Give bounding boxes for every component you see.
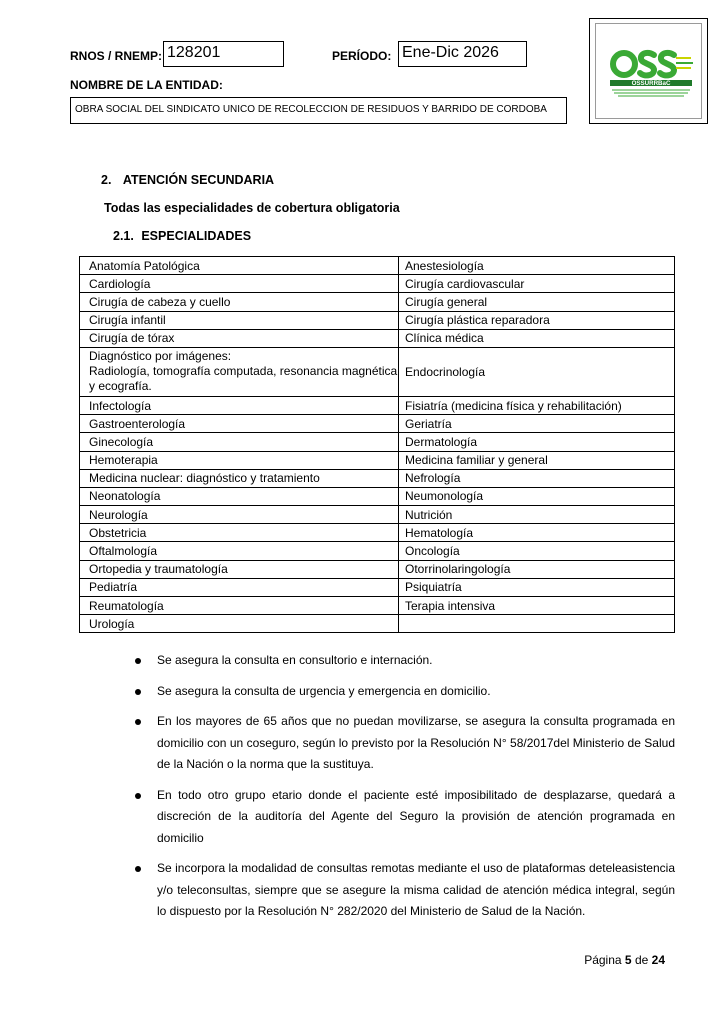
table-row bbox=[80, 433, 675, 451]
table-cell: Urología bbox=[80, 615, 399, 633]
bullet-text: En los mayores de 65 años que no puedan movilizarse, se asegura la consulta programada en domicilio con un coseguro, según lo previsto por la Resolución N° 58/2017del Ministerio de Salud de la Nación o la norma que la sustituya. bbox=[157, 714, 675, 771]
subsection-heading bbox=[113, 229, 251, 243]
table-cell: Neonatología bbox=[80, 487, 399, 505]
table-cell: Ginecología bbox=[80, 433, 399, 451]
table-row bbox=[80, 396, 675, 414]
bullet-list bbox=[132, 650, 675, 932]
table-cell: Hematología bbox=[399, 524, 675, 542]
table-row bbox=[80, 542, 675, 560]
subsection-number: 2.1. bbox=[113, 229, 134, 243]
table-cell: Cardiología bbox=[80, 275, 399, 293]
bullet-icon bbox=[135, 793, 141, 799]
table-cell: Dermatología bbox=[399, 433, 675, 451]
table-row bbox=[80, 293, 675, 311]
specialties-table bbox=[79, 256, 675, 633]
table-row bbox=[80, 347, 675, 396]
list-item bbox=[132, 681, 675, 703]
list-item bbox=[132, 650, 675, 672]
table-cell: Obstetricia bbox=[80, 524, 399, 542]
bullet-text: En todo otro grupo etario donde el paciente esté imposibilitado de desplazarse, quedará a discreción de la auditoría del Agente del Seguro la provisión de atención programada en domicilio bbox=[157, 787, 675, 845]
table-cell: Medicina nuclear: diagnóstico y tratamiento bbox=[80, 469, 399, 487]
table-row bbox=[80, 597, 675, 615]
bullet-icon bbox=[135, 866, 141, 872]
table-cell: Cirugía de tórax bbox=[80, 329, 399, 347]
rnos-value-field: 128201 bbox=[163, 41, 284, 67]
periodo-label: PERÍODO: bbox=[332, 49, 392, 63]
section-subtitle: Todas las especialidades de cobertura obligatoria bbox=[104, 201, 400, 215]
list-item bbox=[132, 711, 675, 776]
table-row bbox=[80, 560, 675, 578]
bullet-icon bbox=[135, 719, 141, 725]
table-cell: Endocrinología bbox=[399, 347, 675, 396]
entidad-value-field: OBRA SOCIAL DEL SINDICATO UNICO DE RECOLECCION DE RESIDUOS Y BARRIDO DE CORDOBA bbox=[70, 97, 567, 124]
diagnostico-heading: Diagnóstico por imágenes: bbox=[89, 349, 232, 364]
total-pages: 24 bbox=[651, 953, 665, 967]
table-cell: Neurología bbox=[80, 506, 399, 524]
page-number: 5 bbox=[624, 953, 632, 967]
subsection-title: ESPECIALIDADES bbox=[141, 229, 252, 243]
table-row bbox=[80, 487, 675, 505]
table-cell: Oftalmología bbox=[80, 542, 399, 560]
table-cell: Pediatría bbox=[80, 578, 399, 596]
rnos-label: RNOS / RNEMP: bbox=[70, 49, 163, 63]
section-number: 2. bbox=[101, 173, 112, 187]
table-cell: Hemoterapia bbox=[80, 451, 399, 469]
table-cell: Fisiatría (medicina física y rehabilitación) bbox=[399, 396, 675, 414]
table-cell: Oncología bbox=[399, 542, 675, 560]
table-row bbox=[80, 275, 675, 293]
table-cell: Geriatría bbox=[399, 415, 675, 433]
table-cell: Cirugía infantil bbox=[80, 311, 399, 329]
table-cell: Terapia intensiva bbox=[399, 597, 675, 615]
table-cell: Cirugía cardiovascular bbox=[399, 275, 675, 293]
table-row bbox=[80, 415, 675, 433]
bullet-text: Se asegura la consulta de urgencia y emergencia en domicilio. bbox=[157, 683, 491, 698]
entidad-label: NOMBRE DE LA ENTIDAD: bbox=[70, 78, 223, 92]
table-row bbox=[80, 615, 675, 633]
of-label: de bbox=[634, 953, 649, 967]
table-cell: Nutrición bbox=[399, 506, 675, 524]
table-cell: Clínica médica bbox=[399, 329, 675, 347]
table-cell: Infectología bbox=[80, 396, 399, 414]
table-row bbox=[80, 257, 675, 275]
table-cell: Neumonología bbox=[399, 487, 675, 505]
bullet-text: Se asegura la consulta en consultorio e internación. bbox=[157, 653, 433, 667]
periodo-value-field: Ene-Dic 2026 bbox=[398, 41, 527, 67]
table-cell: Psiquiatría bbox=[399, 578, 675, 596]
table-cell: Reumatología bbox=[80, 597, 399, 615]
bullet-text: Se incorpora la modalidad de consultas remotas mediante el uso de plataformas deteleasistencia y/o teleconsultas, siempre que se asegure la misma calidad de atención médica integral, según lo dispuesto por la Resolución N° 282/2020 del Ministerio de Salud de la Nación. bbox=[157, 861, 675, 918]
diagnostico-detail: Radiología, tomografía computada, resonancia magnética y ecografía. bbox=[89, 364, 398, 394]
table-row bbox=[80, 578, 675, 596]
table-cell: Ortopedia y traumatología bbox=[80, 560, 399, 578]
table-cell: Cirugía de cabeza y cuello bbox=[80, 293, 399, 311]
logo bbox=[595, 23, 702, 119]
section-heading bbox=[101, 173, 274, 187]
table-cell: Nefrología bbox=[399, 469, 675, 487]
table-row bbox=[80, 524, 675, 542]
table-cell: Cirugía general bbox=[399, 293, 675, 311]
ossurrbac-logo-icon bbox=[596, 24, 701, 118]
page-label: Página bbox=[584, 953, 622, 967]
table-cell: Medicina familiar y general bbox=[399, 451, 675, 469]
list-item bbox=[132, 858, 675, 923]
logo-frame bbox=[589, 18, 708, 124]
list-item bbox=[132, 785, 675, 850]
logo-text: OSSURRBaC bbox=[631, 80, 671, 87]
table-cell: Anatomía Patológica bbox=[80, 257, 399, 275]
table-row bbox=[80, 451, 675, 469]
table-row bbox=[80, 329, 675, 347]
bullet-icon bbox=[135, 689, 141, 695]
table-row bbox=[80, 506, 675, 524]
page-number-footer bbox=[584, 953, 665, 967]
table-cell: Anestesiología bbox=[399, 257, 675, 275]
table-cell: Otorrinolaringología bbox=[399, 560, 675, 578]
bullet-icon bbox=[135, 658, 141, 664]
table-cell: Gastroenterología bbox=[80, 415, 399, 433]
table-cell: Cirugía plástica reparadora bbox=[399, 311, 675, 329]
section-title: ATENCIÓN SECUNDARIA bbox=[122, 173, 275, 187]
table-row bbox=[80, 311, 675, 329]
table-cell bbox=[399, 615, 675, 633]
table-row bbox=[80, 469, 675, 487]
table-cell bbox=[80, 347, 399, 396]
